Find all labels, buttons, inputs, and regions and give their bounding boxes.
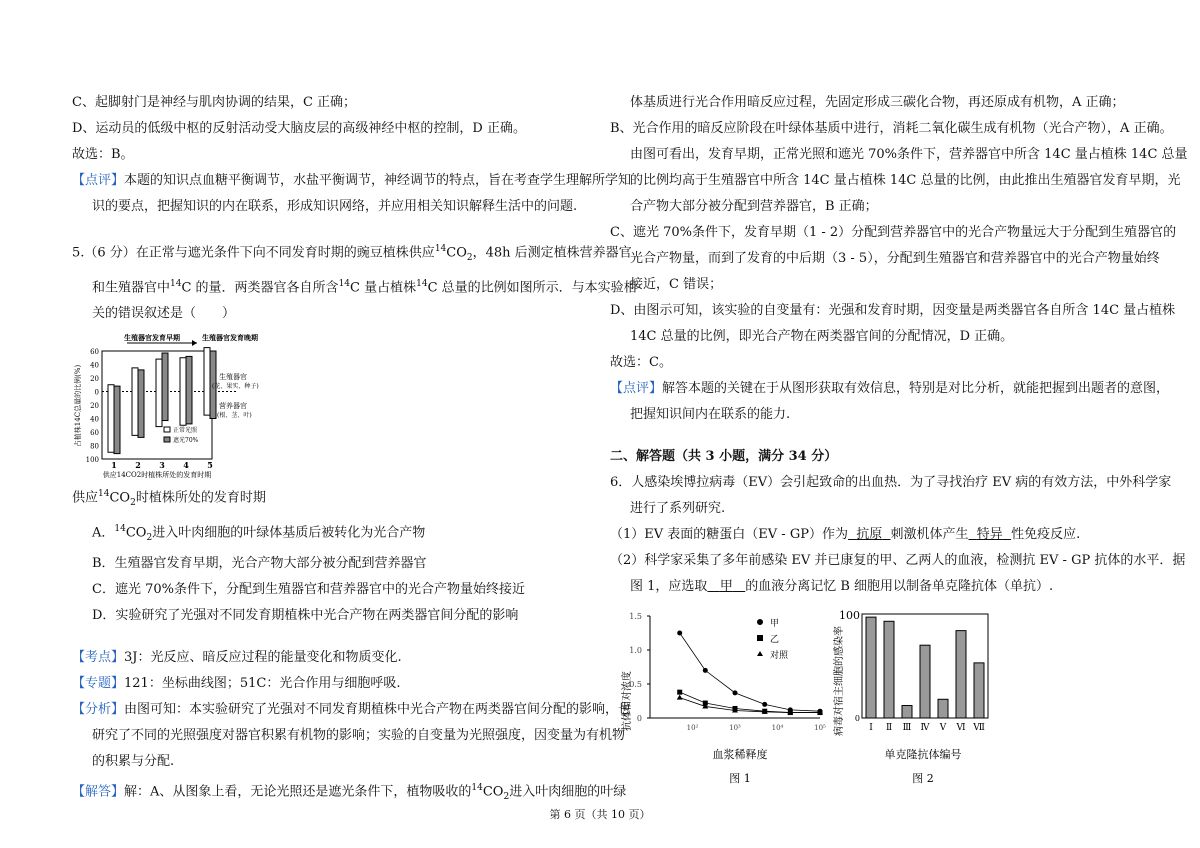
subscript: 2 — [130, 498, 136, 509]
text-line: D、由图示可知，该实验的自变量有：光强和发育时期，因变量是两类器官各自所含 14C 量占植株 — [610, 303, 1176, 318]
zhuanti-tag: 【专题】 — [72, 676, 125, 692]
y-axis-label: 抗体相对浓度 — [622, 671, 633, 731]
text-line: 接近，C 错误； — [630, 277, 723, 292]
superscript: 14 — [98, 489, 110, 500]
answer-text: 特异 — [976, 527, 1003, 542]
text-span: 时植株所处的发育时期 — [135, 490, 266, 506]
option-b[interactable]: B．生殖器官发育早期，光合产物大部分被分配到营养器官 — [92, 556, 427, 572]
bar-shade-70 — [186, 357, 192, 425]
y-tick-label: 60 — [90, 429, 99, 438]
text-span: 进入叶肉细胞的叶绿体基质后被转化为光合产物 — [152, 525, 426, 541]
answer-blank — [969, 527, 1012, 542]
text-span: 刺激机体产生 — [890, 527, 969, 542]
bar-normal-light — [156, 359, 162, 427]
chart-annotation: 生殖器官 — [219, 373, 247, 382]
arrow-head — [192, 340, 197, 346]
legend-label: 正常光照 — [173, 427, 198, 435]
y-tick-label: 0.5 — [629, 680, 642, 689]
right-column — [610, 90, 1188, 796]
x-tick-label: 10⁵ — [814, 724, 826, 732]
analysis-line — [72, 697, 632, 723]
data-point — [677, 631, 682, 636]
text-line: 故选：B。 — [72, 147, 134, 162]
bar — [884, 621, 894, 718]
y-tick-label: 100 — [839, 609, 860, 622]
bar — [866, 617, 876, 718]
text-span: ，48h 后测定植株营养器官 — [472, 245, 632, 261]
text-span: CO — [446, 245, 467, 261]
superscript: 14 — [114, 524, 126, 535]
y-tick-label: 80 — [90, 442, 99, 451]
text-line: 关的错误叙述是（ ） — [92, 306, 236, 322]
text-line: 合产物大部分被分配到营养器官，B 正确； — [630, 199, 878, 214]
text-span: C 总量的比例如图所示．与本实验相 — [427, 280, 637, 296]
superscript: 14 — [170, 278, 182, 289]
x-tick-label: Ⅲ — [902, 723, 912, 733]
legend-marker — [757, 635, 763, 641]
data-point — [703, 668, 708, 673]
option-a[interactable] — [72, 516, 592, 551]
x-tick-label: Ⅰ — [869, 723, 873, 733]
text-line: 研究了不同的光照强度对器官积累有机物的影响；实验的自变量为光照强度，因变量为有机物 — [92, 728, 626, 744]
chart-annotation: 生殖器官发育晚期 — [202, 333, 258, 343]
chart-annotation: (花、果实、种子) — [212, 383, 259, 391]
text-span: CO — [125, 525, 147, 541]
x-tick-label: 3 — [159, 460, 165, 471]
text-line: D、运动员的低级中枢的反射活动受大脑皮层的高级神经中枢的控制，D 正确。 — [72, 121, 526, 136]
x-tick-label: Ⅳ — [920, 723, 930, 733]
bar-normal-light — [132, 368, 138, 436]
data-point — [762, 702, 767, 707]
answer-tag: 【解答】 — [72, 784, 125, 800]
superscript: 14 — [338, 278, 351, 289]
series-line — [680, 692, 820, 712]
answer-blank — [707, 579, 745, 594]
text-span: CO — [109, 490, 131, 506]
comment-tag: 【点评】 — [72, 173, 125, 188]
text-line: 体基质进行光合作用暗反应过程，先固定形成三碳化合物，再还原成有机物，A 正确； — [630, 95, 1125, 110]
legend-label: 甲 — [770, 619, 780, 629]
x-tick-label: Ⅶ — [973, 723, 985, 733]
bar-shade-70 — [114, 386, 120, 454]
subscript: 2 — [146, 533, 153, 544]
option-d[interactable]: D．实验研究了光强对不同发育期植株中光合产物在两类器官间分配的影响 — [92, 608, 519, 624]
text-span: C 的量．两类器官各自所含 — [181, 280, 339, 296]
x-tick-label: 10⁴ — [771, 724, 784, 732]
text-span: 121：坐标曲线图；51C：光合作用与细胞呼吸. — [124, 676, 401, 692]
page-footer: 第 6 页（共 10 页） — [549, 808, 651, 821]
bar-normal-light — [108, 385, 114, 453]
y-tick-label: 1.5 — [629, 612, 642, 621]
chart-annotation: 营养器官 — [219, 402, 247, 411]
text-span: A． — [92, 525, 115, 541]
text-span: 解：A、从图象上看，无论光照还是遮光条件下，植物吸收的 — [124, 784, 472, 800]
bar-normal-light — [204, 348, 210, 416]
comment-tag: 【点评】 — [610, 381, 663, 396]
figure-caption: 图 1 — [729, 772, 751, 785]
distribution-bar-chart — [72, 331, 272, 481]
question-5-line — [72, 236, 632, 271]
y-tick-label: 0 — [636, 714, 642, 723]
y-axis-label: 病毒对宿主细胞的感染率 — [834, 626, 845, 736]
text-span: C 量占植株 — [350, 280, 417, 296]
chart-annotation: (根、茎、叶) — [217, 412, 252, 420]
text-span: 性免疫反应. — [1011, 527, 1081, 542]
text-line: B、光合作用的暗反应阶段在叶绿体基质中进行，消耗二氧化碳生成有机物（光合产物），A 正确。 — [610, 121, 1173, 136]
text-line — [610, 574, 1142, 600]
text-span: 的血液分离记忆 B 细胞用以制备单克隆抗体（单抗）. — [745, 579, 1054, 594]
y-tick-label: 40 — [90, 361, 99, 370]
x-axis-label: 血浆稀释度 — [712, 748, 768, 761]
x-tick-label: 1 — [111, 460, 117, 471]
superscript: 14 — [434, 244, 447, 254]
text-span: 3J：光反应、暗反应过程的能量变化和物质变化. — [124, 650, 402, 666]
x-axis-label: 单克隆抗体编号 — [884, 748, 962, 761]
answer-text: 甲 — [719, 579, 733, 594]
text-line — [72, 271, 637, 301]
legend-swatch — [164, 437, 170, 442]
answer-text: 抗原 — [856, 527, 883, 542]
data-point — [677, 690, 682, 695]
option-c[interactable]: C．遮光 70%条件下，分配到生殖器官和营养器官中的光合产物量始终接近 — [92, 582, 525, 598]
subscript: 2 — [466, 252, 473, 263]
x-tick-label: 10³ — [729, 724, 741, 732]
text-span: （1）EV 表面的糖蛋白（EV - GP）作为 — [610, 527, 848, 542]
sub-question-2: （2）科学家采集了多年前感染 EV 并已康复的甲、乙两人的血液，检测抗 EV - GP 抗体的水平．据 — [610, 553, 1186, 568]
comment-line — [72, 168, 632, 194]
question-6-line: 6．人感染埃博拉病毒（EV）会引起致命的出血热．为了寻找治疗 EV 病的有效方法，中外科学家 — [610, 475, 1172, 490]
text-span: 供应 — [72, 490, 99, 506]
bar — [920, 645, 930, 718]
kaodian-tag: 【考点】 — [72, 650, 125, 666]
data-point — [677, 695, 683, 700]
legend-marker — [757, 651, 763, 656]
text-span: 图 1，应选取 — [630, 579, 708, 594]
bar — [938, 699, 948, 718]
text-line: C、起脚射门是神经与肌肉协调的结果，C 正确； — [72, 95, 357, 110]
bar-shade-70 — [138, 370, 144, 438]
y-tick-label: 40 — [90, 415, 99, 424]
text-line: 识的要点，把握知识的内在联系，形成知识网络，并应用相关知识解释生活中的问题. — [92, 199, 578, 214]
legend-marker — [757, 619, 763, 625]
answer-line — [72, 775, 627, 810]
text-span: 和生殖器官中 — [92, 280, 171, 296]
bar-normal-light — [180, 358, 186, 426]
bar — [902, 706, 912, 718]
text-span: 由图可知：本实验研究了光强对不同发育期植株中光合产物在两类器官间分配的影响，也 — [124, 702, 632, 718]
x-tick-label: Ⅴ — [939, 723, 947, 733]
text-span: 解答本题的关键在于从图形获取有效信息，特别是对比分析，就能把握到出题者的意图， — [662, 381, 1170, 396]
bar-shade-70 — [162, 353, 168, 421]
chart-xlabel — [72, 481, 592, 516]
text-line: 故选：C。 — [610, 355, 672, 370]
y-tick-label: 0 — [854, 714, 860, 723]
text-span: CO — [482, 784, 504, 800]
sub-question-1 — [610, 522, 1142, 548]
subscript: 2 — [503, 792, 510, 803]
section-heading: 二、解答题（共 3 小题，满分 34 分） — [610, 449, 838, 464]
legend-label: 遮光70% — [173, 437, 199, 445]
y-tick-label: 60 — [90, 348, 99, 357]
x-tick-label: Ⅵ — [956, 723, 966, 733]
comment-line — [610, 376, 1170, 402]
y-tick-label: 20 — [90, 402, 99, 411]
text-line: 进行了系列研究. — [630, 501, 726, 516]
kaodian-line — [72, 645, 592, 671]
chart-annotation: 生殖器官发育早期 — [124, 333, 180, 343]
legend-label: 对照 — [770, 651, 789, 661]
data-point — [733, 690, 738, 695]
text-line: 由图可看出，发育早期，正常光照和遮光 70%条件下，营养器官中所含 14C 量占植株 14C 总量 — [630, 147, 1188, 162]
y-axis-label: 占植株14C总量的比例(%) — [74, 365, 82, 448]
x-axis-label: 供应14CO2时植株所处的发育时期 — [102, 471, 212, 480]
text-line: 光合产物量，而到了发育的中后期（3 - 5），分配到生殖器官和营养器官中的光合产物量始终 — [630, 251, 1160, 266]
superscript: 14 — [471, 783, 483, 794]
y-tick-label: 1.0 — [629, 646, 642, 655]
figure-caption: 图 2 — [912, 772, 934, 785]
text-line: 14C 总量的比例，即光合产物在两类器官间的分配情况，D 正确。 — [630, 329, 1014, 344]
text-line: 的比例均高于生殖器官中所含 14C 量占植株 14C 总量的比例，由此推出生殖器官发育早期，光 — [630, 173, 1181, 188]
x-tick-label: 2 — [135, 460, 141, 471]
infection-bar-chart — [828, 606, 1028, 786]
series-line — [680, 633, 820, 711]
y-tick-label: 0 — [94, 388, 99, 397]
text-line: 的积累与分配. — [92, 754, 175, 770]
text-span: 本题的知识点血糖平衡调节，水盐平衡调节，神经调节的特点，旨在考查学生理解所学知 — [124, 173, 632, 188]
bar — [974, 663, 984, 718]
y-tick-label: 20 — [90, 375, 99, 384]
text-span: 5.（6 分）在正常与遮光条件下向不同发育时期的豌豆植株供应 — [72, 245, 435, 261]
x-tick-label: Ⅱ — [885, 723, 893, 733]
antibody-line-chart — [610, 606, 830, 786]
legend-swatch — [164, 427, 170, 432]
zhuanti-line — [72, 671, 592, 697]
superscript: 14 — [416, 278, 428, 289]
text-span: 进入叶肉细胞的叶绿 — [509, 784, 627, 800]
x-tick-label: 4 — [183, 460, 189, 471]
legend-label: 乙 — [770, 635, 780, 645]
x-tick-label: 10² — [686, 724, 699, 732]
answer-blank — [848, 527, 891, 542]
x-tick-label: 5 — [207, 460, 213, 471]
text-line: C、遮光 70%条件下，发育早期（1 - 2）分配到营养器官中的光合产物量远大于分配到生殖器官的 — [610, 225, 1177, 240]
bar — [956, 631, 966, 718]
text-line: 把握知识间内在联系的能力. — [630, 407, 791, 422]
analysis-tag: 【分析】 — [72, 702, 125, 718]
y-tick-label: 100 — [85, 456, 99, 465]
